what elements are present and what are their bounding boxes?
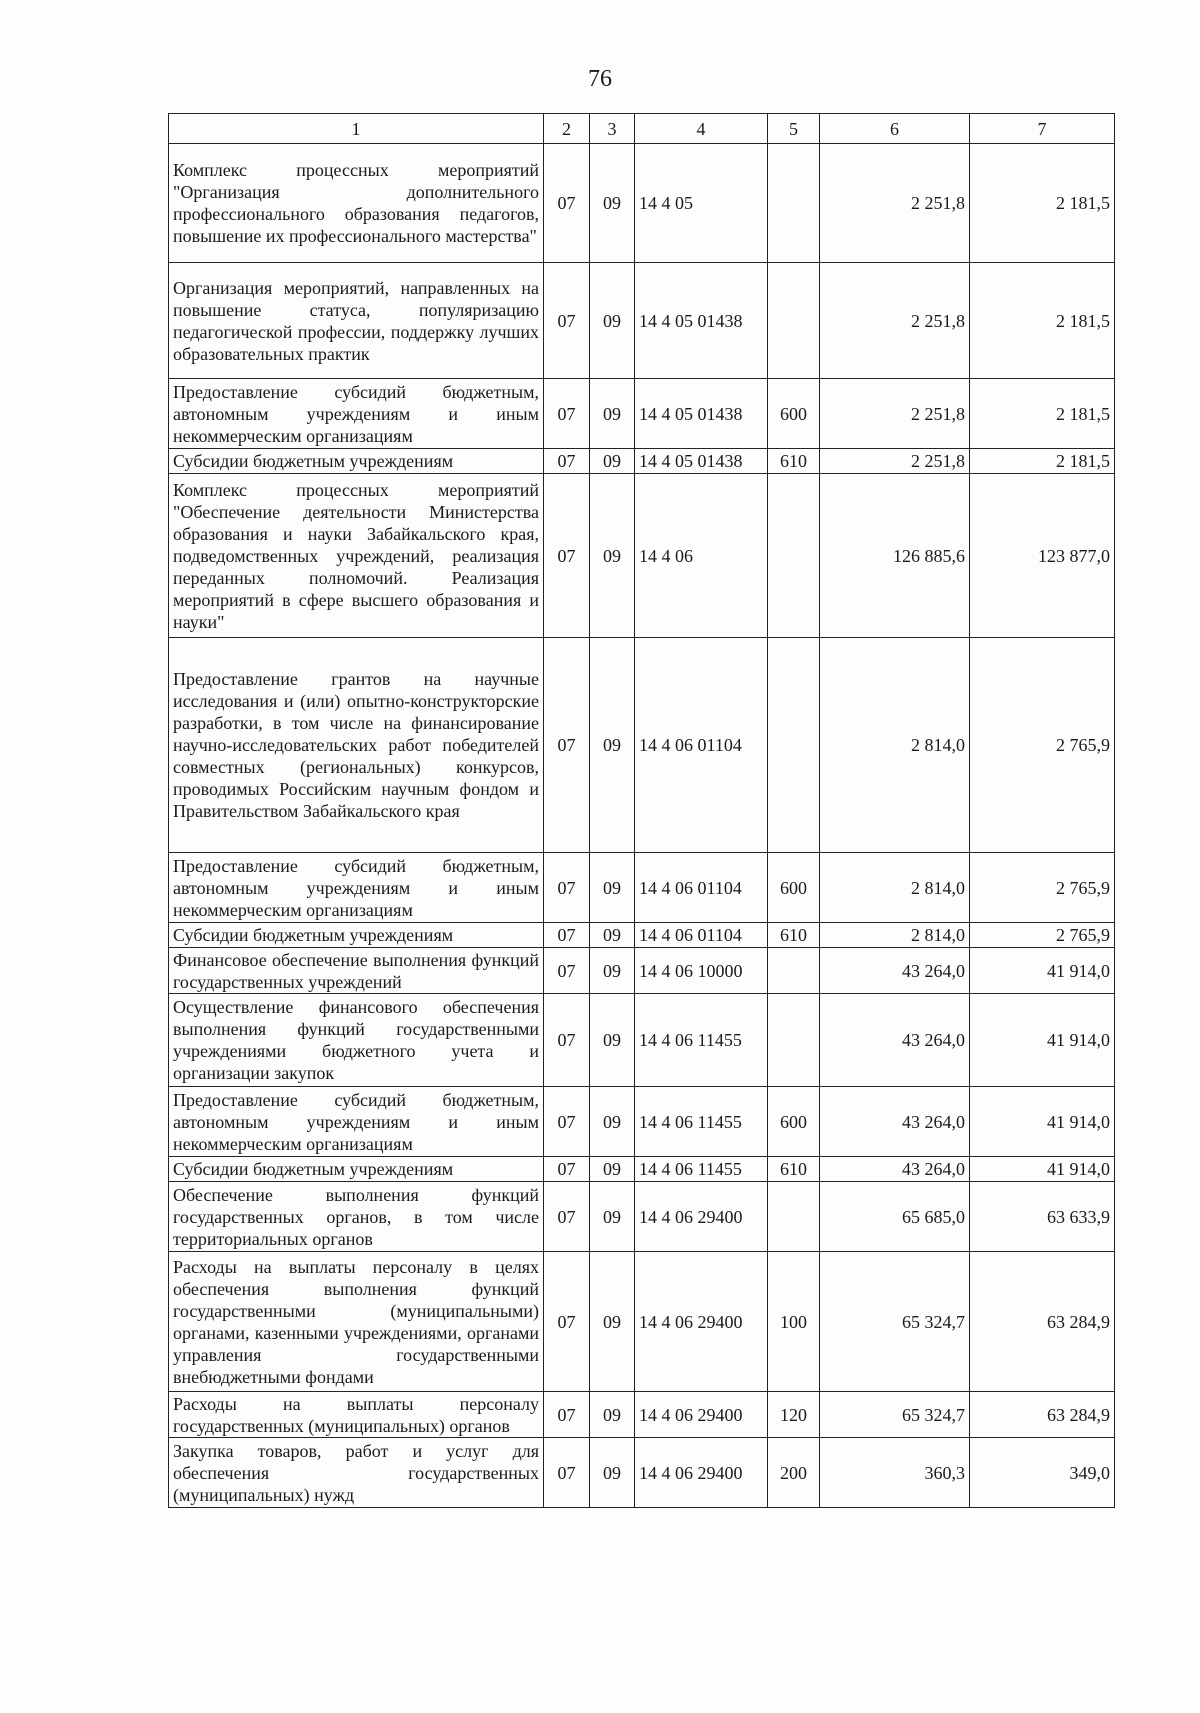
table-row — [169, 379, 1115, 449]
table-row — [169, 1157, 1115, 1182]
table-row — [169, 474, 1115, 638]
row-amount-2: 2 765,9 — [970, 923, 1115, 948]
row-amount-2: 2 181,5 — [970, 263, 1115, 379]
row-target-code: 14 4 05 01438 — [635, 449, 768, 474]
row-subsection: 09 — [590, 449, 635, 474]
row-name: Расходы на выплаты персоналу государственных (муниципальных) органов — [169, 1392, 544, 1438]
row-expense-type: 600 — [768, 853, 820, 923]
row-amount-1: 43 264,0 — [820, 948, 970, 994]
row-amount-1: 360,3 — [820, 1438, 970, 1508]
row-target-code: 14 4 06 10000 — [635, 948, 768, 994]
row-subsection: 09 — [590, 379, 635, 449]
row-name: Финансовое обеспечение выполнения функций государственных учреждений — [169, 948, 544, 994]
row-amount-2: 2 765,9 — [970, 853, 1115, 923]
row-section: 07 — [544, 1392, 590, 1438]
row-amount-2: 2 181,5 — [970, 379, 1115, 449]
row-amount-1: 2 251,8 — [820, 449, 970, 474]
row-target-code: 14 4 06 01104 — [635, 638, 768, 853]
row-name: Предоставление грантов на научные исследования и (или) опытно-конструкторские разработки, в том числе на финансирование научно-исследовательских работ победителей совместных (региональных) конкурсов, проводимых Российским научным фондом и Правительством Забайкальского края — [169, 638, 544, 853]
table-row — [169, 263, 1115, 379]
row-subsection: 09 — [590, 638, 635, 853]
row-subsection: 09 — [590, 1438, 635, 1508]
row-expense-type — [768, 263, 820, 379]
row-target-code: 14 4 05 01438 — [635, 379, 768, 449]
row-section: 07 — [544, 948, 590, 994]
row-section: 07 — [544, 923, 590, 948]
row-amount-2: 63 633,9 — [970, 1182, 1115, 1252]
row-section: 07 — [544, 1157, 590, 1182]
row-amount-1: 65 685,0 — [820, 1182, 970, 1252]
col-header-3: 3 — [590, 114, 635, 144]
row-subsection: 09 — [590, 263, 635, 379]
row-expense-type — [768, 1182, 820, 1252]
table-row — [169, 449, 1115, 474]
table-row — [169, 948, 1115, 994]
row-target-code: 14 4 06 11455 — [635, 1157, 768, 1182]
table-row — [169, 638, 1115, 853]
row-amount-2: 41 914,0 — [970, 948, 1115, 994]
row-section: 07 — [544, 1252, 590, 1392]
row-expense-type: 200 — [768, 1438, 820, 1508]
row-target-code: 14 4 05 01438 — [635, 263, 768, 379]
row-target-code: 14 4 05 — [635, 144, 768, 263]
row-name: Комплекс процессных мероприятий "Организация дополнительного профессионального образования педагогов, повышение их профессионального мастерства" — [169, 144, 544, 263]
row-name: Предоставление субсидий бюджетным, автономным учреждениям и иным некоммерческим организациям — [169, 379, 544, 449]
row-expense-type: 610 — [768, 923, 820, 948]
row-amount-2: 63 284,9 — [970, 1392, 1115, 1438]
row-name: Субсидии бюджетным учреждениям — [169, 1157, 544, 1182]
row-subsection: 09 — [590, 1087, 635, 1157]
row-amount-1: 65 324,7 — [820, 1252, 970, 1392]
row-amount-1: 43 264,0 — [820, 1087, 970, 1157]
row-amount-1: 2 814,0 — [820, 638, 970, 853]
row-amount-1: 43 264,0 — [820, 994, 970, 1087]
table-row — [169, 1252, 1115, 1392]
row-amount-2: 2 765,9 — [970, 638, 1115, 853]
row-section: 07 — [544, 449, 590, 474]
row-amount-2: 41 914,0 — [970, 1087, 1115, 1157]
row-amount-1: 126 885,6 — [820, 474, 970, 638]
table-row — [169, 994, 1115, 1087]
row-target-code: 14 4 06 01104 — [635, 853, 768, 923]
row-name: Закупка товаров, работ и услуг для обеспечения государственных (муниципальных) нужд — [169, 1438, 544, 1508]
table-row — [169, 1438, 1115, 1508]
row-subsection: 09 — [590, 853, 635, 923]
row-expense-type — [768, 638, 820, 853]
row-amount-2: 349,0 — [970, 1438, 1115, 1508]
row-expense-type — [768, 474, 820, 638]
row-expense-type: 100 — [768, 1252, 820, 1392]
row-subsection: 09 — [590, 1157, 635, 1182]
row-section: 07 — [544, 1087, 590, 1157]
table-row — [169, 1392, 1115, 1438]
row-expense-type — [768, 144, 820, 263]
row-expense-type — [768, 994, 820, 1087]
row-name: Осуществление финансового обеспечения выполнения функций государственными учреждениями бюджетного учета и организации закупок — [169, 994, 544, 1087]
row-target-code: 14 4 06 — [635, 474, 768, 638]
row-section: 07 — [544, 1182, 590, 1252]
row-name: Комплекс процессных мероприятий "Обеспечение деятельности Министерства образования и науки Забайкальского края, подведомственных учреждений, реализация переданных полномочий. Реализация мероприятий в сфере высшего образования и науки" — [169, 474, 544, 638]
row-expense-type: 120 — [768, 1392, 820, 1438]
row-subsection: 09 — [590, 948, 635, 994]
col-header-2: 2 — [544, 114, 590, 144]
page-number: 76 — [588, 66, 612, 92]
budget-table — [168, 113, 1115, 1508]
row-target-code: 14 4 06 29400 — [635, 1438, 768, 1508]
row-expense-type: 600 — [768, 379, 820, 449]
row-target-code: 14 4 06 29400 — [635, 1252, 768, 1392]
row-name: Предоставление субсидий бюджетным, автономным учреждениям и иным некоммерческим организациям — [169, 853, 544, 923]
row-name: Предоставление субсидий бюджетным, автономным учреждениям и иным некоммерческим организациям — [169, 1087, 544, 1157]
row-subsection: 09 — [590, 923, 635, 948]
row-subsection: 09 — [590, 144, 635, 263]
row-target-code: 14 4 06 29400 — [635, 1182, 768, 1252]
row-name: Обеспечение выполнения функций государственных органов, в том числе территориальных органов — [169, 1182, 544, 1252]
row-expense-type: 600 — [768, 1087, 820, 1157]
row-amount-2: 2 181,5 — [970, 449, 1115, 474]
row-amount-2: 63 284,9 — [970, 1252, 1115, 1392]
row-amount-1: 65 324,7 — [820, 1392, 970, 1438]
col-header-5: 5 — [768, 114, 820, 144]
row-target-code: 14 4 06 11455 — [635, 1087, 768, 1157]
row-section: 07 — [544, 1438, 590, 1508]
row-subsection: 09 — [590, 474, 635, 638]
row-section: 07 — [544, 144, 590, 263]
row-amount-2: 123 877,0 — [970, 474, 1115, 638]
row-section: 07 — [544, 853, 590, 923]
row-section: 07 — [544, 994, 590, 1087]
header-row — [169, 114, 1115, 144]
table-row — [169, 1087, 1115, 1157]
col-header-1: 1 — [169, 114, 544, 144]
table-row — [169, 144, 1115, 263]
row-amount-2: 2 181,5 — [970, 144, 1115, 263]
row-subsection: 09 — [590, 994, 635, 1087]
row-expense-type — [768, 948, 820, 994]
col-header-6: 6 — [820, 114, 970, 144]
table-row — [169, 1182, 1115, 1252]
row-subsection: 09 — [590, 1392, 635, 1438]
row-target-code: 14 4 06 01104 — [635, 923, 768, 948]
row-subsection: 09 — [590, 1182, 635, 1252]
row-name: Расходы на выплаты персоналу в целях обеспечения выполнения функций государственными (муниципальными) органами, казенными учреждениями, органами управления государственными внебюджетными фондами — [169, 1252, 544, 1392]
row-amount-1: 43 264,0 — [820, 1157, 970, 1182]
row-name: Субсидии бюджетным учреждениям — [169, 923, 544, 948]
row-section: 07 — [544, 379, 590, 449]
row-name: Субсидии бюджетным учреждениям — [169, 449, 544, 474]
row-amount-1: 2 251,8 — [820, 144, 970, 263]
row-section: 07 — [544, 263, 590, 379]
row-target-code: 14 4 06 29400 — [635, 1392, 768, 1438]
table-row — [169, 853, 1115, 923]
row-amount-1: 2 814,0 — [820, 923, 970, 948]
col-header-7: 7 — [970, 114, 1115, 144]
row-expense-type: 610 — [768, 449, 820, 474]
row-section: 07 — [544, 638, 590, 853]
table-row — [169, 923, 1115, 948]
row-amount-2: 41 914,0 — [970, 1157, 1115, 1182]
row-subsection: 09 — [590, 1252, 635, 1392]
row-amount-2: 41 914,0 — [970, 994, 1115, 1087]
row-amount-1: 2 251,8 — [820, 263, 970, 379]
row-amount-1: 2 814,0 — [820, 853, 970, 923]
col-header-4: 4 — [635, 114, 768, 144]
row-amount-1: 2 251,8 — [820, 379, 970, 449]
row-section: 07 — [544, 474, 590, 638]
row-name: Организация мероприятий, направленных на повышение статуса, популяризацию педагогической профессии, поддержку лучших образовательных практик — [169, 263, 544, 379]
row-expense-type: 610 — [768, 1157, 820, 1182]
row-target-code: 14 4 06 11455 — [635, 994, 768, 1087]
